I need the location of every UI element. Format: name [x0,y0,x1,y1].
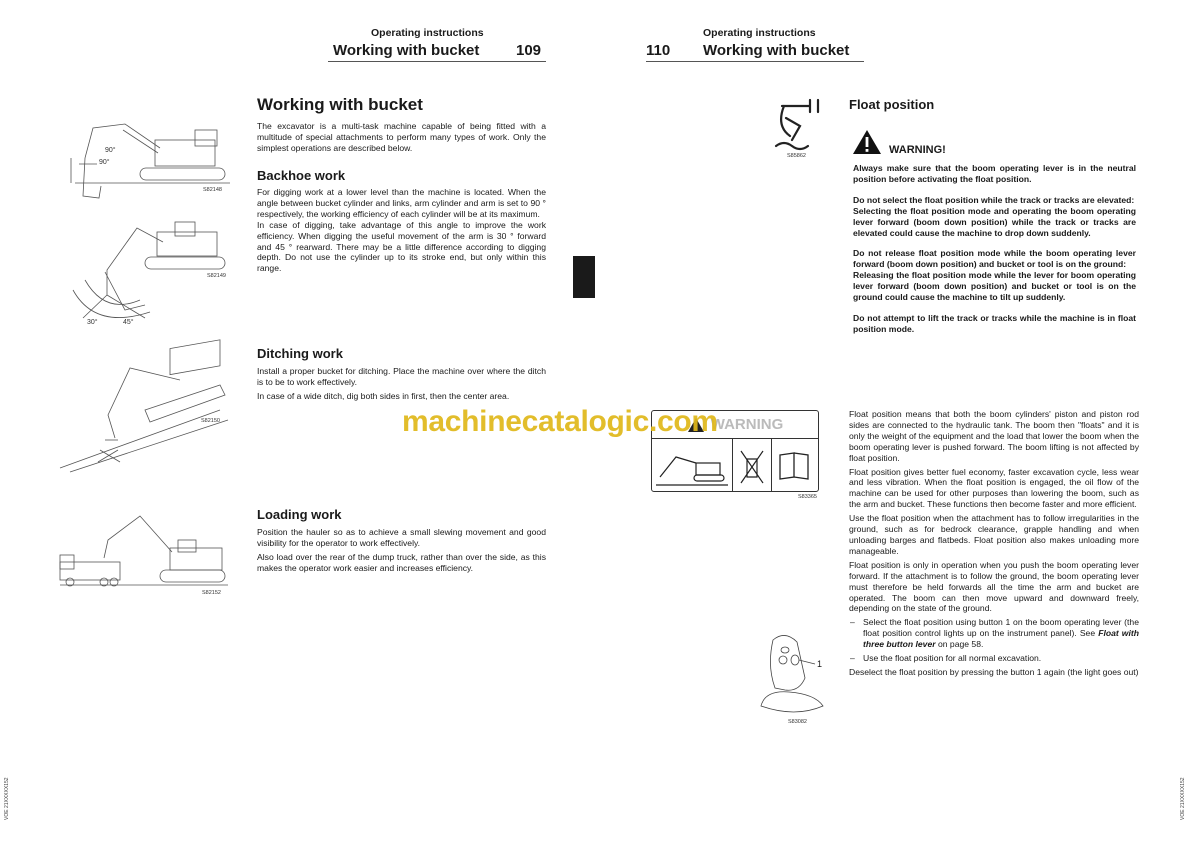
right-header-rule [646,61,864,62]
backhoe-heading: Backhoe work [257,168,346,183]
warning-label: WARNING! [889,144,946,156]
loading-heading: Loading work [257,507,342,522]
left-header-section: Operating instructions [371,27,484,39]
decal-book-icon [772,439,818,491]
float-symbol-caption: S85862 [787,153,806,159]
fig3-caption: S82150 [201,418,220,424]
ditching-paragraph: Install a proper bucket for ditching. Place the machine over where the ditch is to be to work effectively. In case of a wide ditch, dig both sides in first, then the center area. [257,366,546,401]
decal-book-panel [772,439,818,491]
fig4-caption: S82152 [202,590,221,596]
watermark-text: machinecatalogic.com [402,405,718,438]
backhoe-paragraph: For digging work at a lower level than the machine is located. When the angle between bucket cylinder and links, arm cylinder and arm is set to 90 ° respectively, the working efficiency of each cylinder will be at its maximum. In case of digging, take advantage of this angle to improve the work efficiency. When digging the useful movement of the arm is 30 ° forward and 45 ° rearward. There may be a little difference according to digging depth. Do not use the cylinder up to its stroke end, but only within this range. [257,187,546,274]
angle-90-a: 90° [105,147,116,154]
left-header-rule [328,61,546,62]
left-header-title: Working with bucket [333,42,480,59]
right-side-code: VOE 21XXXXX152 [1180,777,1186,820]
right-page-number: 110 [646,42,671,59]
decal-title: WARNING [710,416,784,433]
float-body-text: Float position means that both the boom cylinders' piston and piston rod sides are connected to the hydraulic tank. The boom then "floats" and it is only the weight of the equipment and the load that lower the boom when the boom operating lever is pushed forward. The boom lifting is not affected by float position. Float position gives better fuel economy, faster excavation cycle, less wear and less vibration. When the float position is engaged, the oil flow of the machine can be used for other purposes than lowering the boom, such as the arm and bucket. These functions then become faster and more efficient. Use the float position when the attachment has to follow irregularities in the ground, such as for bedrock clearance, grapple handling and when unloading barges and flatbeds. Float position also makes unloading more manageable. Float position is only in operation when you push the boom operating lever forward. If the attachment is to follow the ground, the boom operating lever must therefore be held forwards all the time the arm and bucket are operated. The boom can then move upward and downward freely, depending on the state of the ground. – Select the float position using button 1 on the boom operating lever (the float position control lights up on the instrument panel). See Float with three button lever on page 58. – Use the float position for all normal excavation. Deselect the float position by pressing the button 1 again (the light goes out) [849,409,1139,681]
list-item: – Select the float position using button 1 on the boom operating lever (the float position control lights up on the instrument panel). See Float with three button lever on page 58. [849,617,1139,650]
float-heading: Float position [849,97,935,112]
left-page-title: Working with bucket [257,95,423,114]
fig1-caption: S82148 [203,187,222,193]
joystick-lever-figure [755,632,825,722]
instruction-list [849,617,1139,664]
excavator-arc-figure [65,220,230,330]
ditching-heading: Ditching work [257,346,343,361]
warning-text: Always make sure that the boom operating lever is in the neutral position before activating the float position. Do not select the float position while the track or tracks are elevated: Selecting the float position mode and operating the boom operating lever forward (boom down position) while the track or tracks are elevated could cause the machine to drop down suddenly. Do not release float position mode while the boom operating lever forward (boom down position) and bucket or tool is on the ground: Releasing the float position mode while the lever for boom operating lever forward (boom down position) and bucket or tool is on the ground could cause the machine to tilt up suddenly. Do not attempt to lift the track or tracks while the machine is in float position mode. [853,163,1136,334]
warning-triangle-icon [853,129,889,155]
list-item: – Use the float position for all normal excavation. [849,653,1139,664]
left-side-code: VOE 21XXXXX152 [4,777,10,820]
intro-paragraph: The excavator is a multi-task machine capable of being fitted with a multitude of special attachments to perform many types of work. Only the simplest operations are described below. [257,121,546,153]
angle-30: 30° [87,319,98,326]
lever-caption: S83082 [788,719,807,725]
left-page-number: 109 [516,42,542,59]
angle-45: 45° [123,319,134,326]
angle-90-b: 90° [99,159,110,166]
decal-excavator-panel [652,439,733,491]
decal-excavator-icon [652,439,732,491]
lever-callout-1: 1 [817,659,823,669]
float-lever-link[interactable]: Float with three button lever [863,628,1139,650]
ditching-figure [60,350,230,475]
right-header-title: Working with bucket [703,42,850,59]
float-position-symbol [772,96,824,154]
fig2-caption: S82149 [207,273,226,279]
decal-prohibit-icon [733,439,771,491]
right-header-section: Operating instructions [703,27,816,39]
loading-paragraph: Position the hauler so as to achieve a small slewing movement and good visibility for the operator to work effectively. Also load over the rear of the dump truck, rather than over the side, as this makes the operator work easier and increases efficiency. [257,527,546,573]
section-tab [573,256,595,298]
decal-caption: S83365 [798,494,817,500]
loading-figure [60,510,230,590]
decal-prohibit-panel [733,439,772,491]
